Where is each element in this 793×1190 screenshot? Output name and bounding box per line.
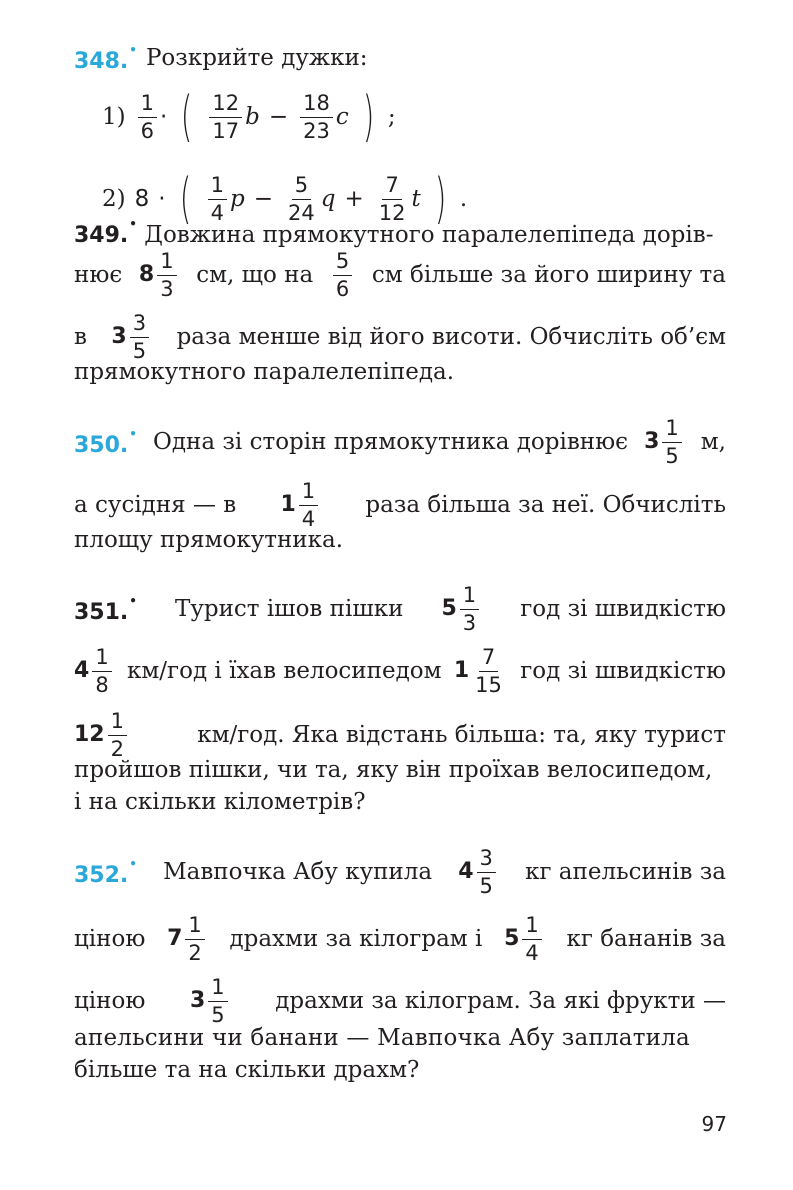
text-fragment: год зі швидкістю [520, 595, 726, 622]
problem-351-line-4 [74, 752, 726, 788]
problem-348-heading [74, 36, 726, 80]
problem-number-349: 349.• [74, 216, 137, 248]
text-fragment: см більше за його ширину та [371, 261, 726, 288]
mixed-1-7-15: 1 $\frac{7}{15}$ [453, 644, 502, 697]
fraction-7-12: $\frac{7}{12}$ [378, 172, 406, 225]
problem-352-line-2 [74, 904, 726, 974]
text-fragment: і на скільки кілометрів? [74, 788, 366, 815]
item-label: 1) [102, 103, 126, 130]
problem-352-line-1 [74, 837, 726, 907]
text-fragment: раза більша за неї. Обчисліть [365, 491, 726, 518]
problem-349-line-2 [74, 240, 726, 310]
text-fragment: см, що на [196, 261, 314, 288]
text-fragment: Мавпочка Абу купила [163, 858, 433, 885]
page-number: 97 [701, 1112, 727, 1136]
problem-348-item-1: 1) $\frac{1}{6}$ · ( $\frac{12}{17}$ b − $\frac{18}{23}$ c ) ; [102, 85, 396, 148]
problem-351-line-5 [74, 784, 726, 820]
text-fragment: в [74, 323, 87, 350]
text-fragment: кг бананів за [566, 925, 726, 952]
text-fragment: ціною [74, 987, 146, 1014]
fraction-18-23: $\frac{18}{23}$ [300, 93, 333, 142]
fraction-5-24: $\frac{5}{24}$ [288, 172, 315, 225]
text-fragment: ціною [74, 925, 146, 952]
text-fragment: нює [74, 261, 123, 288]
text-fragment: Одна зі сторін прямокутника дорівнює [153, 428, 629, 455]
text-fragment: апельсини чи банани — Мавпочка Абу заплатила [74, 1024, 690, 1051]
problem-349-text: Довжина прямокутного паралелепіпеда дорів- [144, 221, 714, 248]
mixed-5-1-3: 5 $\frac{1}{3}$ [441, 585, 482, 634]
text-fragment: кг апельсинів за [525, 858, 726, 885]
problem-351-line-1 [74, 574, 726, 644]
text-fragment: пройшов пішки, чи та, яку він проїхав велосипедом, [74, 756, 713, 783]
text-fragment: а сусідня — в [74, 491, 237, 518]
problem-351-line-2 [74, 636, 726, 706]
fraction-1-6: $\frac{1}{6}$ [138, 93, 157, 142]
mixed-5-1-4: 5 $\frac{1}{4}$ [504, 915, 545, 964]
mixed-7-1-2: 7 $\frac{1}{2}$ [167, 915, 208, 964]
problem-number-351: 351.• [74, 593, 137, 625]
fraction-12-17: $\frac{12}{17}$ [209, 93, 242, 142]
fraction-1-4: $\frac{1}{4}$ [208, 175, 227, 224]
mixed-3-3-5: 3 $\frac{3}{5}$ [111, 313, 152, 362]
text-fragment: Турист ішов пішки [174, 595, 404, 622]
text-fragment: площу прямокутника. [74, 526, 344, 553]
problem-number-348: 348.• [74, 42, 137, 74]
problem-350-line-3 [74, 520, 726, 560]
text-fragment: км/год і їхав велосипедом [127, 657, 442, 684]
text-fragment: км/год. Яка відстань більша: та, яку турист [197, 721, 726, 748]
problem-349-line-4 [74, 352, 726, 392]
text-fragment: м, [700, 428, 726, 455]
text-fragment: драхми за кілограм і [229, 925, 483, 952]
problem-number-350: 350.• [74, 426, 137, 458]
problem-348-text: Розкрийте дужки: [145, 44, 368, 71]
mixed-4-1-8: 4 $\frac{1}{8}$ [74, 647, 115, 696]
mixed-4-3-5: 4 $\frac{3}{5}$ [458, 848, 499, 897]
problem-348-item-2: 2) 8 · ( $\frac{1}{4}$ p − $\frac{5}{24}$ q + $\frac{7}{12}$ t ) . [102, 167, 468, 230]
text-fragment: більше та на скільки драхм? [74, 1056, 420, 1083]
mixed-3-1-5: 3 $\frac{1}{5}$ [644, 418, 685, 467]
mixed-12-1-2: 12 $\frac{1}{2}$ [74, 711, 130, 760]
mixed-3-1-5b: 3 $\frac{1}{5}$ [190, 977, 231, 1026]
text-fragment: раза менше від його висоти. Обчисліть об’єм [176, 323, 726, 350]
text-fragment: год зі швидкістю [520, 657, 726, 684]
problem-352-line-5 [74, 1052, 726, 1088]
text-fragment: прямокутного паралелепіпеда. [74, 358, 455, 385]
problem-number-352: 352.• [74, 856, 137, 888]
text-fragment: драхми за кілограм. За які фрукти — [275, 987, 726, 1014]
fraction-5-6: $\frac{5}{6}$ [333, 251, 352, 300]
mixed-8-1-3: 8 $\frac{1}{3}$ [139, 251, 180, 300]
mixed-1-1-4: 1 $\frac{1}{4}$ [280, 481, 321, 530]
problem-350-line-1 [74, 407, 726, 477]
item-label: 2) [102, 185, 126, 212]
